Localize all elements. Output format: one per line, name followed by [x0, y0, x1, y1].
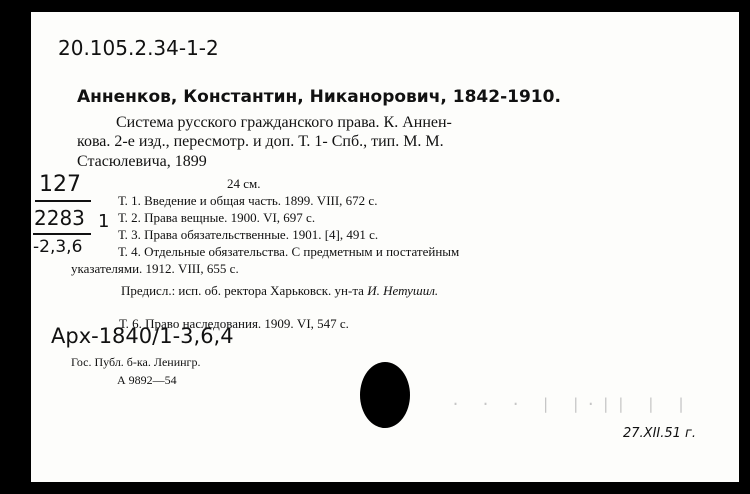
preface-text: Предисл.: исп. об. ректора Харьковск. ун-та И. Нетушил. [121, 283, 439, 298]
call-number: 20.105.2.34-1-2 [58, 36, 219, 60]
title-line-3: Стасюлевича, 1899 [77, 153, 207, 170]
volume-4-cont: указателями. 1912. VIII, 655 с. [71, 261, 239, 276]
title-line-2: кова. 2-е изд., пересмотр. и доп. Т. 1- Спб., тип. М. М. [77, 133, 444, 150]
punch-hole [360, 362, 410, 428]
library-holding: Гос. Публ. б-ка. Ленингр. [71, 355, 201, 369]
volume-1: Т. 1. Введение и общая часть. 1899. VIII, 672 с. [118, 193, 378, 208]
volume-4: Т. 4. Отдельные обязательства. С предметным и постатейным [118, 244, 460, 259]
preface [121, 283, 438, 299]
margin-underline-2 [33, 233, 91, 235]
title-line-1: Система русского гражданского права. К. Аннен- [116, 114, 452, 131]
size-note: 24 см. [227, 176, 261, 191]
volume-2: Т. 2. Права вещные. 1900. VI, 697 с. [118, 210, 316, 225]
author-heading: Анненков, Константин, Никанорович, 1842-1910. [77, 87, 561, 107]
card-number: А 9892—54 [117, 373, 177, 387]
faint-stamp: · · · | |·|| | | [451, 395, 692, 413]
margin-number-2: 2283 [34, 206, 85, 230]
margin-underline-1 [35, 200, 91, 202]
margin-number-3: -2,3,6 [33, 237, 83, 257]
archive-note: Арх-1840/1-3,6,4 [51, 324, 234, 348]
date-stamp: 27.XII.51 г. [623, 426, 697, 441]
margin-number-1: 127 [39, 172, 81, 197]
volume-3: Т. 3. Права обязательственные. 1901. [4], 491 с. [118, 227, 379, 242]
preface-person-name: И. Нетушил. [367, 283, 439, 298]
volume-6: Т. 6. Право наследования. 1909. VI, 547 с. [119, 316, 349, 331]
margin-number-2-suffix: 1 [98, 211, 110, 232]
